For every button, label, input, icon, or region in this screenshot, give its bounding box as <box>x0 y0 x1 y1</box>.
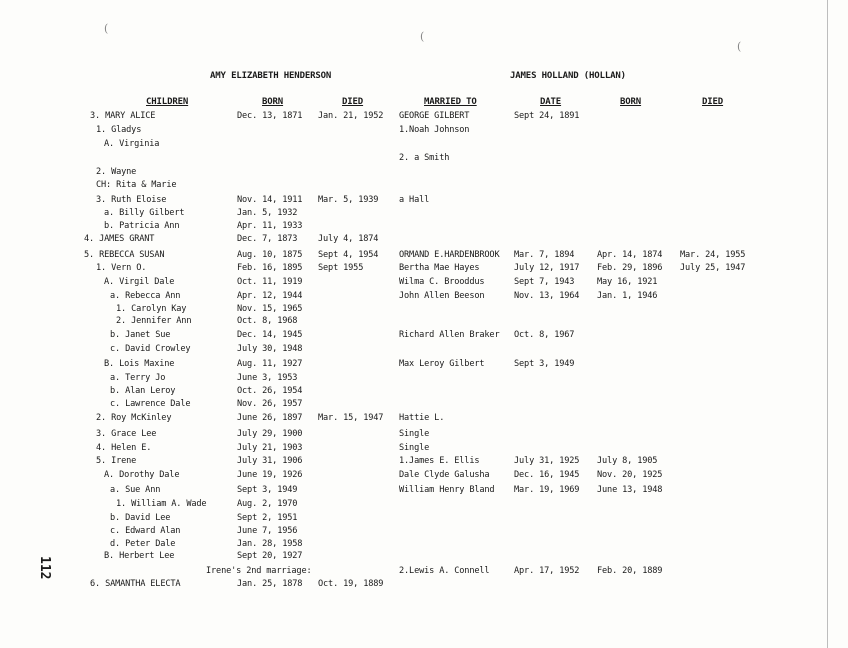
child-name-cell: 4. JAMES GRANT <box>84 234 155 244</box>
child-name-cell: b. Janet Sue <box>110 330 171 340</box>
spouse-cell: a Hall <box>399 195 430 205</box>
born-cell: Nov. 26, 1957 <box>237 399 303 409</box>
spouse-cell: Bertha Mae Hayes <box>399 263 480 273</box>
child-name-cell: 6. SAMANTHA ELECTA <box>90 579 181 589</box>
child-name-cell: a. Billy Gilbert <box>104 208 185 218</box>
spouse-died-cell: Mar. 24, 1955 <box>680 250 746 260</box>
spouse-born-cell: Feb. 20, 1889 <box>597 566 663 576</box>
marriage-date-cell: Sept 3, 1949 <box>514 359 575 369</box>
scan-mark: ( <box>737 40 742 53</box>
spouse-died-cell: July 25, 1947 <box>680 263 746 273</box>
spouse-cell: Single <box>399 443 430 453</box>
child-name-cell: a. Sue Ann <box>110 485 161 495</box>
col-children: CHILDREN <box>146 97 189 107</box>
died-cell: July 4, 1874 <box>318 234 379 244</box>
marriage-date-cell: Apr. 17, 1952 <box>514 566 580 576</box>
child-name-cell: B. Lois Maxine <box>104 359 175 369</box>
marriage-date-cell: Dec. 16, 1945 <box>514 470 580 480</box>
died-cell: Sept 4, 1954 <box>318 250 379 260</box>
born-cell: June 26, 1897 <box>237 413 303 423</box>
born-cell: Nov. 15, 1965 <box>237 304 303 314</box>
spouse-cell: 1.James E. Ellis <box>399 456 480 466</box>
spouse-cell: 1.Noah Johnson <box>399 125 470 135</box>
spouse-born-cell: June 13, 1948 <box>597 485 663 495</box>
child-name-cell: 3. Ruth Eloise <box>96 195 167 205</box>
born-cell: Apr. 12, 1944 <box>237 291 303 301</box>
marriage-date-cell: July 12, 1917 <box>514 263 580 273</box>
born-cell: Sept 3, 1949 <box>237 485 298 495</box>
child-name-cell: 5. REBECCA SUSAN <box>84 250 165 260</box>
spouse-born-cell: Feb. 29, 1896 <box>597 263 663 273</box>
spouse-born-cell: Jan. 1, 1946 <box>597 291 658 301</box>
child-name-cell: A. Virginia <box>104 139 160 149</box>
born-cell: Dec. 14, 1945 <box>237 330 303 340</box>
born-cell: Jan. 28, 1958 <box>237 539 303 549</box>
born-cell: Sept 20, 1927 <box>237 551 303 561</box>
born-cell: Feb. 16, 1895 <box>237 263 303 273</box>
born-cell: Nov. 14, 1911 <box>237 195 303 205</box>
born-cell: Apr. 11, 1933 <box>237 221 303 231</box>
child-name-cell: b. Alan Leroy <box>110 386 176 396</box>
spouse-cell: Dale Clyde Galusha <box>399 470 490 480</box>
child-name-cell: c. David Crowley <box>110 344 191 354</box>
child-name-cell: 1. Gladys <box>96 125 142 135</box>
col-born: BORN <box>262 97 284 107</box>
spouse-born-cell: Apr. 14, 1874 <box>597 250 663 260</box>
child-name-cell: 1. Carolyn Kay <box>116 304 187 314</box>
child-name-cell: 1. William A. Wade <box>116 499 207 509</box>
child-name-cell: a. Terry Jo <box>110 373 166 383</box>
born-cell: Sept 2, 1951 <box>237 513 298 523</box>
col-spouse-born: BORN <box>620 97 642 107</box>
spouse-born-cell: July 8, 1905 <box>597 456 658 466</box>
child-name-cell: B. Herbert Lee <box>104 551 175 561</box>
scan-mark: ( <box>104 22 109 35</box>
page-edge <box>827 0 828 648</box>
died-cell: Mar. 5, 1939 <box>318 195 379 205</box>
spouse-cell: William Henry Bland <box>399 485 495 495</box>
husband-name: JAMES HOLLAND (HOLLAN) <box>510 71 626 81</box>
born-cell: Aug. 10, 1875 <box>237 250 303 260</box>
child-name-cell: CH: Rita & Marie <box>96 180 177 190</box>
died-cell: Jan. 21, 1952 <box>318 111 384 121</box>
born-cell: July 29, 1900 <box>237 429 303 439</box>
col-married-to: MARRIED TO <box>424 97 477 107</box>
scan-mark: ( <box>420 30 425 43</box>
child-name-cell: 4. Helen E. <box>96 443 152 453</box>
marriage-date-cell: Sept 24, 1891 <box>514 111 580 121</box>
child-name-cell: c. Edward Alan <box>110 526 181 536</box>
child-name-cell: c. Lawrence Dale <box>110 399 191 409</box>
born-cell: July 31, 1906 <box>237 456 303 466</box>
page-number: 112 <box>37 556 52 580</box>
spouse-cell: Single <box>399 429 430 439</box>
spouse-born-cell: Nov. 20, 1925 <box>597 470 663 480</box>
child-name-cell: 3. Grace Lee <box>96 429 157 439</box>
col-spouse-died: DIED <box>702 97 724 107</box>
spouse-cell: 2.Lewis A. Connell <box>399 566 490 576</box>
child-name-cell: 3. MARY ALICE <box>90 111 156 121</box>
died-cell: Sept 1955 <box>318 263 364 273</box>
wife-name: AMY ELIZABETH HENDERSON <box>210 71 332 81</box>
spouse-cell: ORMAND E.HARDENBROOK <box>399 250 500 260</box>
spouse-cell: John Allen Beeson <box>399 291 485 301</box>
born-cell: Jan. 5, 1932 <box>237 208 298 218</box>
died-cell: Mar. 15, 1947 <box>318 413 384 423</box>
child-name-cell: 5. Irene <box>96 456 137 466</box>
born-cell: June 19, 1926 <box>237 470 303 480</box>
born-cell: Aug. 2, 1970 <box>237 499 298 509</box>
born-cell: Dec. 13, 1871 <box>237 111 303 121</box>
born-cell: Aug. 11, 1927 <box>237 359 303 369</box>
born-cell: June 7, 1956 <box>237 526 298 536</box>
born-cell: Oct. 8, 1968 <box>237 316 298 326</box>
born-cell: Jan. 25, 1878 <box>237 579 303 589</box>
child-name-cell: A. Virgil Dale <box>104 277 175 287</box>
marriage-date-cell: Nov. 13, 1964 <box>514 291 580 301</box>
marriage-date-cell: Mar. 7, 1894 <box>514 250 575 260</box>
spouse-born-cell: May 16, 1921 <box>597 277 658 287</box>
born-cell: Oct. 26, 1954 <box>237 386 303 396</box>
born-cell: June 3, 1953 <box>237 373 298 383</box>
marriage-date-cell: July 31, 1925 <box>514 456 580 466</box>
marriage-date-cell: Oct. 8, 1967 <box>514 330 575 340</box>
child-name-cell: 2. Roy McKinley <box>96 413 172 423</box>
child-name-cell: 2. Wayne <box>96 167 137 177</box>
born-cell: July 30, 1948 <box>237 344 303 354</box>
child-name-cell: 2. Jennifer Ann <box>116 316 192 326</box>
child-name-cell: d. Peter Dale <box>110 539 176 549</box>
spouse-cell: GEORGE GILBERT <box>399 111 470 121</box>
spouse-cell: Hattie L. <box>399 413 445 423</box>
born-cell: Dec. 7, 1873 <box>237 234 298 244</box>
col-died: DIED <box>342 97 364 107</box>
child-name-cell: a. Rebecca Ann <box>110 291 181 301</box>
born-cell: Oct. 11, 1919 <box>237 277 303 287</box>
spouse-cell: Max Leroy Gilbert <box>399 359 485 369</box>
spouse-cell: Richard Allen Braker <box>399 330 500 340</box>
child-name-cell: b. David Lee <box>110 513 171 523</box>
child-name-cell: b. Patricia Ann <box>104 221 180 231</box>
col-date: DATE <box>540 97 562 107</box>
child-name-cell: Irene's 2nd marriage: <box>206 566 312 576</box>
born-cell: July 21, 1903 <box>237 443 303 453</box>
spouse-cell: 2. a Smith <box>399 153 450 163</box>
child-name-cell: A. Dorothy Dale <box>104 470 180 480</box>
marriage-date-cell: Sept 7, 1943 <box>514 277 575 287</box>
marriage-date-cell: Mar. 19, 1969 <box>514 485 580 495</box>
died-cell: Oct. 19, 1889 <box>318 579 384 589</box>
child-name-cell: 1. Vern O. <box>96 263 147 273</box>
spouse-cell: Wilma C. Brooddus <box>399 277 485 287</box>
